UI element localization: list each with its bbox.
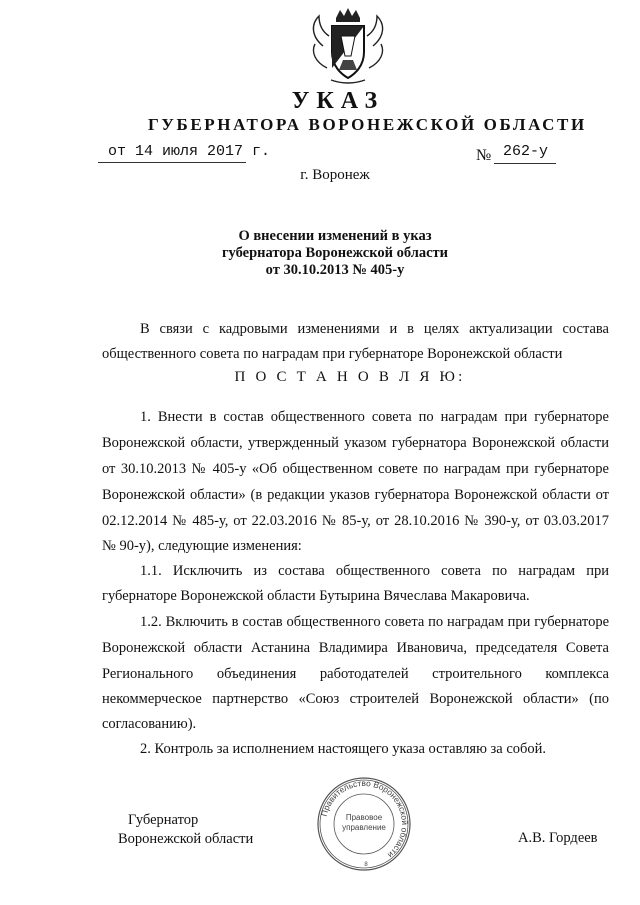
item-1-2-line: 1.2. Включить в состав общественного совета по наградам при губернаторе <box>140 614 609 630</box>
signatory-position-line: Воронежской области <box>118 831 254 847</box>
item-1-line: Воронежской области, утвержденный указом губернатора Воронежской области <box>102 435 609 451</box>
issuer-subtitle: ГУБЕРНАТОРА ВОРОНЕЖСКОЙ ОБЛАСТИ <box>148 115 587 134</box>
seal-stamp <box>316 776 412 872</box>
document-type-title: УКАЗ <box>291 88 385 114</box>
item-1-2-line: согласованию). <box>102 716 197 732</box>
signatory-position <box>118 811 253 849</box>
document-heading <box>0 228 640 279</box>
heading-line: от 30.10.2013 № 405-у <box>265 262 405 278</box>
signatory-name: А.В. Гордеев <box>518 830 598 846</box>
heading-line: О внесении изменений в указ <box>238 228 432 244</box>
preamble-line: В связи с кадровыми изменениями и в целях актуализации состава <box>140 321 609 337</box>
heading-line: губернатора Воронежской области <box>221 245 449 261</box>
coat-of-arms-icon <box>305 6 391 86</box>
stamp-center-line: управление <box>342 823 386 832</box>
city: г. Воронеж <box>300 167 370 183</box>
item-1-line: 1. Внести в состав общественного совета по наградам при губернаторе <box>140 409 609 425</box>
item-1-2-line: Регионального объединения работодателей строительного комплекса <box>102 666 609 682</box>
stamp-mark: 8 <box>364 862 368 868</box>
stamp-center-line: Правовое <box>345 813 383 822</box>
document-date: от 14 июля 2017 г. <box>108 143 271 160</box>
signatory-position-line: Губернатор <box>128 812 199 828</box>
item-1-line: 02.12.2014 № 485-у, от 22.03.2016 № 85-у, от 28.10.2016 № 390-у, от 03.03.2017 <box>102 513 609 529</box>
preamble-line: общественного совета по наградам при губернаторе Воронежской области <box>102 346 563 362</box>
item-2-line: 2. Контроль за исполнением настоящего указа оставляю за собой. <box>140 741 547 757</box>
item-1-1-line: 1.1. Исключить из состава общественного совета по наградам при <box>140 563 609 579</box>
item-1-line: Воронежской области» (в редакции указов губернатора Воронежской области от <box>102 487 609 503</box>
document-number: 262-у <box>503 143 549 160</box>
item-1-2-line: Воронежской области Астанина Владимира Ивановича, председателя Совета <box>102 640 609 656</box>
item-1-line: № 90-у), следующие изменения: <box>102 538 302 554</box>
date-underline <box>98 162 246 163</box>
item-1-1-line: губернаторе Воронежской области Бутырина Вячеслава Макаровича. <box>102 588 530 604</box>
number-underline <box>494 163 556 164</box>
item-1-line: от 30.10.2013 № 405-у «Об общественном совете по наградам при губернаторе <box>102 461 609 477</box>
number-label: № <box>476 147 492 164</box>
stamp-ring-text: Правительство Воронежской области <box>318 777 411 861</box>
item-1-2-line: некоммерческое партнерство «Союз строителей Воронежской области» (по <box>102 691 609 707</box>
decree-word: П О С Т А Н О В Л Я Ю: <box>234 369 466 385</box>
